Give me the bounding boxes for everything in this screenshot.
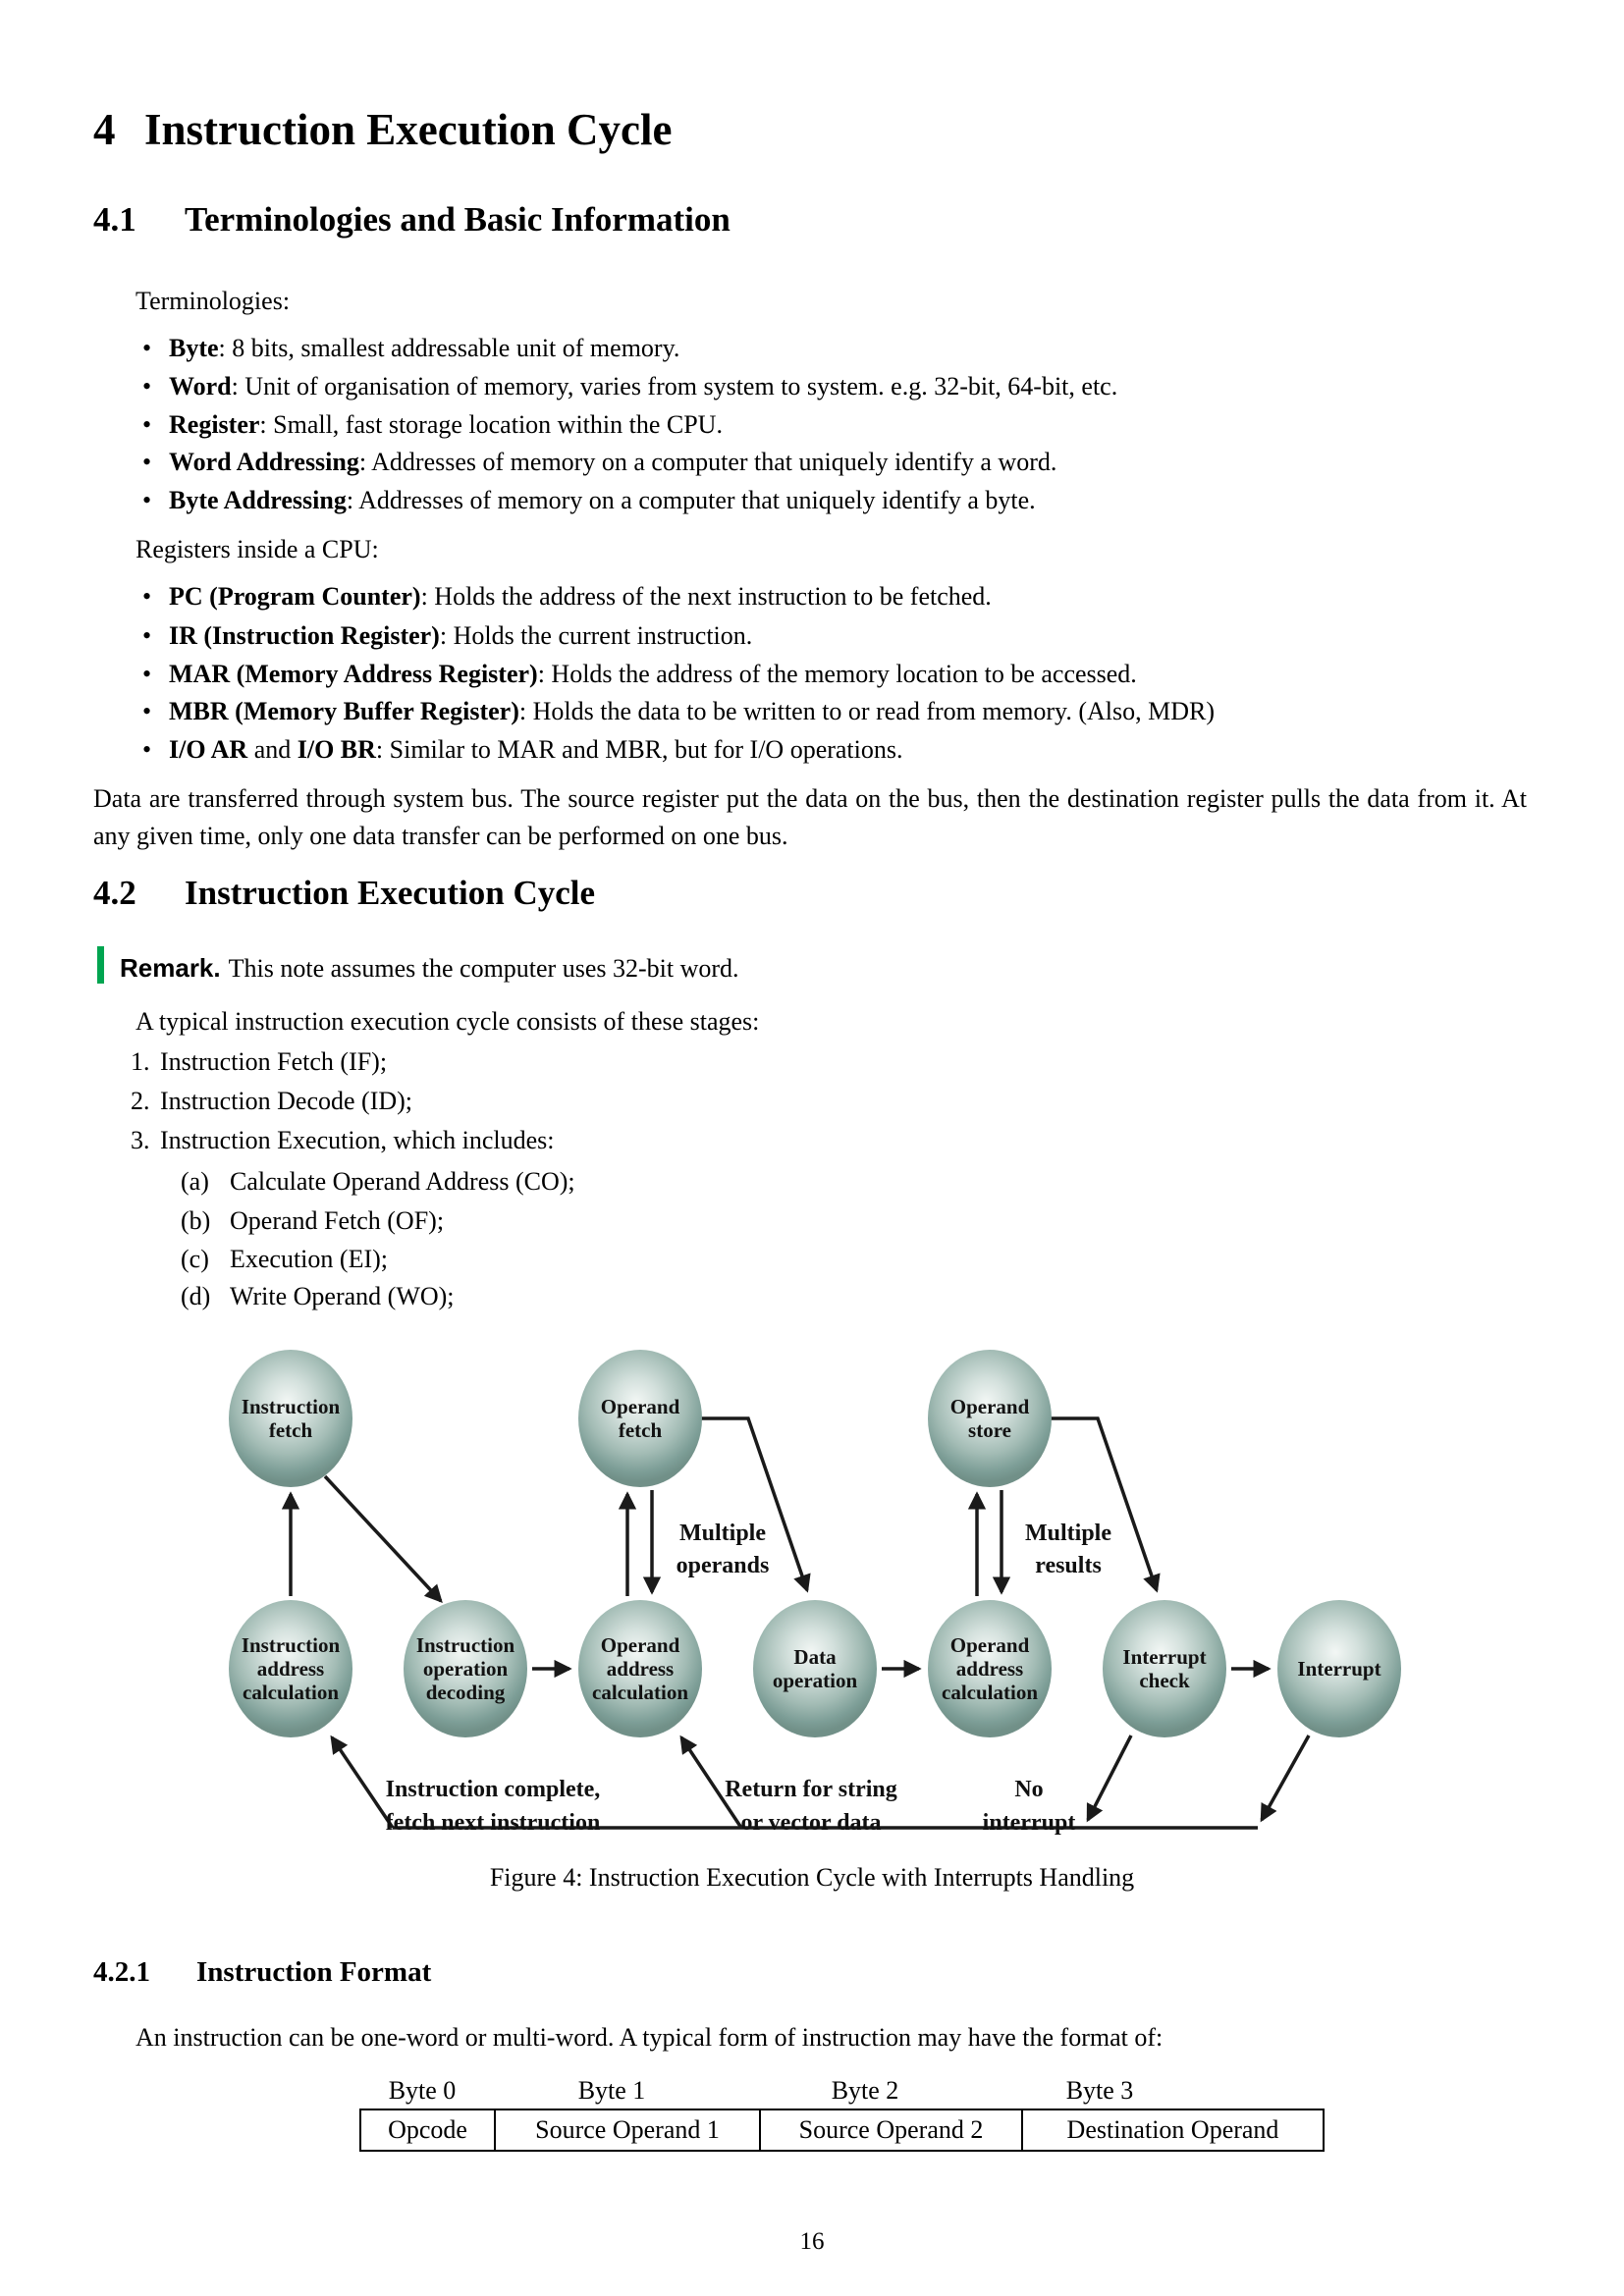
- sub-item: (c) Execution (EI);: [181, 1245, 388, 1273]
- list-item: • Word Addressing: Addresses of memory on a computer that uniquely identify a word.: [142, 448, 1057, 476]
- section-number: 4.2: [93, 874, 136, 912]
- list-item: • Byte: 8 bits, smallest addressable unit of memory.: [142, 334, 680, 362]
- list-item: • I/O AR and I/O BR: Similar to MAR and MBR, but for I/O operations.: [142, 735, 903, 764]
- section-4-heading: [93, 104, 672, 155]
- table-cell-opcode: Opcode: [360, 2109, 495, 2151]
- section-number: 4.2.1: [93, 1956, 150, 1988]
- list-item: • MBR (Memory Buffer Register): Holds the data to be written to or read from memory. (Also, MDR): [142, 697, 1215, 725]
- list-item: • PC (Program Counter): Holds the address of the next instruction to be fetched.: [142, 582, 992, 611]
- bullet-icon: •: [142, 735, 152, 764]
- bus-paragraph: Data are transferred through system bus. The source register put the data on the bus, then the destination register pulls the data from it. At any given time, only one data transfer can be performed on one bus.: [93, 784, 1527, 850]
- stages-intro: A typical instruction execution cycle consists of these stages:: [135, 1007, 760, 1036]
- numbered-item: 1. Instruction Fetch (IF);: [131, 1047, 388, 1076]
- section-number: 4.1: [93, 200, 136, 239]
- node-operand-address-calculation-1: Operand address calculation: [578, 1600, 702, 1737]
- registers-intro: Registers inside a CPU:: [135, 535, 379, 563]
- bullet-icon: •: [142, 660, 152, 688]
- terminologies-intro: Terminologies:: [135, 287, 291, 315]
- label-return-string: Return for string or vector data: [725, 1777, 897, 1836]
- node-interrupt-check: Interrupt check: [1103, 1600, 1226, 1737]
- node-interrupt: Interrupt: [1277, 1600, 1401, 1737]
- node-instruction-operation-decoding: Instruction operation decoding: [404, 1600, 527, 1737]
- bullet-icon: •: [142, 486, 152, 514]
- page-number: 16: [799, 2228, 825, 2255]
- section-title: Instruction Execution Cycle: [144, 105, 673, 154]
- list-item: • Byte Addressing: Addresses of memory on a computer that uniquely identify a byte.: [142, 486, 1036, 514]
- node-data-operation: Data operation: [753, 1600, 877, 1737]
- table-cell-source-operand-2: Source Operand 2: [760, 2109, 1022, 2151]
- byte-header-2: Byte 2: [831, 2076, 899, 2105]
- node-operand-address-calculation-2: Operand address calculation: [928, 1600, 1052, 1737]
- bullet-icon: •: [142, 621, 152, 650]
- byte-header-1: Byte 1: [577, 2076, 646, 2105]
- numbered-item: 3. Instruction Execution, which includes:: [131, 1126, 555, 1154]
- instruction-cycle-diagram: [0, 1343, 1624, 1878]
- remark-body: This note assumes the computer uses 32-bit word.: [228, 954, 739, 983]
- list-item: • MAR (Memory Address Register): Holds the address of the memory location to be accessed.: [142, 660, 1137, 688]
- node-operand-store: Operand store: [928, 1350, 1052, 1487]
- bullet-icon: •: [142, 582, 152, 611]
- label-no-interrupt: No interrupt: [982, 1777, 1076, 1836]
- remark: [120, 953, 739, 984]
- byte-header-3: Byte 3: [1065, 2076, 1134, 2105]
- section-number: 4: [93, 105, 116, 154]
- bullet-icon: •: [142, 448, 152, 476]
- section-title: Terminologies and Basic Information: [185, 200, 731, 239]
- list-item: • Register: Small, fast storage location within the CPU.: [142, 410, 723, 439]
- table-cell-destination-operand: Destination Operand: [1022, 2109, 1324, 2151]
- section-4-1-heading: [93, 200, 731, 240]
- section-4-2-1-heading: [93, 1956, 431, 1989]
- sub-item: (d) Write Operand (WO);: [181, 1282, 455, 1310]
- sub-item: (b) Operand Fetch (OF);: [181, 1206, 445, 1235]
- figure-caption: Figure 4: Instruction Execution Cycle with Interrupts Handling: [489, 1863, 1135, 1892]
- node-operand-fetch: Operand fetch: [578, 1350, 702, 1487]
- label-multiple-operands: Multiple operands: [676, 1521, 770, 1578]
- section-title: Instruction Format: [196, 1956, 432, 1988]
- numbered-item: 2. Instruction Decode (ID);: [131, 1087, 413, 1115]
- list-item: • Word: Unit of organisation of memory, varies from system to system. e.g. 32-bit, 64-bit, etc.: [142, 372, 1118, 400]
- table-row: [360, 2109, 1324, 2151]
- bullet-icon: •: [142, 334, 152, 362]
- bullet-icon: •: [142, 410, 152, 439]
- format-paragraph: An instruction can be one-word or multi-word. A typical form of instruction may have the format of:: [135, 2023, 1164, 2052]
- remark-label: Remark.: [120, 953, 221, 983]
- bullet-icon: •: [142, 372, 152, 400]
- list-item: • IR (Instruction Register): Holds the current instruction.: [142, 621, 753, 650]
- node-instruction-fetch: Instruction fetch: [229, 1350, 352, 1487]
- instruction-format-table: [359, 2109, 1325, 2152]
- label-multiple-results: Multiple results: [1025, 1521, 1111, 1578]
- node-instruction-address-calculation: Instruction address calculation: [229, 1600, 352, 1737]
- bullet-icon: •: [142, 697, 152, 725]
- remark-bar: [97, 946, 104, 984]
- section-title: Instruction Execution Cycle: [185, 874, 596, 912]
- sub-item: (a) Calculate Operand Address (CO);: [181, 1167, 575, 1196]
- section-4-2-heading: [93, 874, 595, 913]
- table-cell-source-operand-1: Source Operand 1: [495, 2109, 760, 2151]
- byte-header-0: Byte 0: [388, 2076, 457, 2105]
- label-instruction-complete: Instruction complete, fetch next instruction: [385, 1777, 601, 1836]
